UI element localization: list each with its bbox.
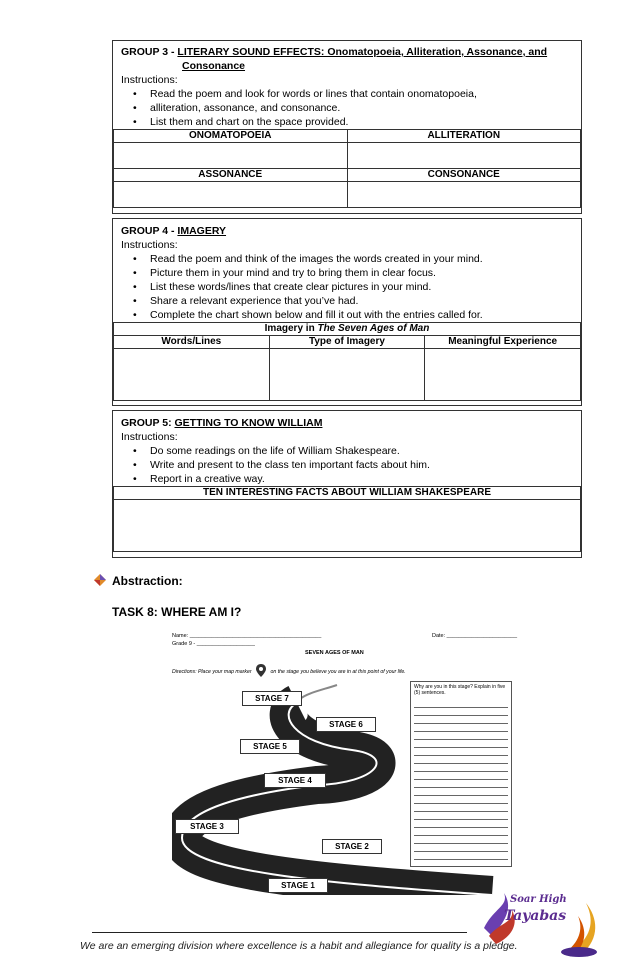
group4-title — [113, 224, 581, 238]
cell-consonance[interactable] — [347, 182, 581, 208]
stage-6-label[interactable]: STAGE 6 — [316, 717, 376, 732]
group3-box — [112, 40, 582, 214]
date-label: Date: _______________________ — [432, 633, 518, 639]
bullet-item: • Read the poem and look for words or lines that contain onomatopoeia, — [133, 87, 581, 101]
group3-instructions-label: Instructions: — [121, 74, 178, 86]
header-consonance: CONSONANCE — [347, 169, 581, 182]
bullet-item: • Complete the chart shown below and fill it out with the entries called for. — [133, 308, 581, 322]
facts-table-title: TEN INTERESTING FACTS ABOUT WILLIAM SHAKESPEARE — [114, 487, 581, 500]
name-label: Name: ___________________________________________ — [172, 633, 322, 639]
group3-bullets — [133, 87, 581, 129]
group5-box — [112, 410, 582, 558]
header-alliteration: ALLITERATION — [347, 130, 581, 143]
header-onomatopoeia: ONOMATOPOEIA — [114, 130, 348, 143]
explanation-box[interactable] — [410, 681, 512, 867]
logo-line1: Soar High — [510, 894, 567, 905]
imagery-title-prefix: Imagery in — [264, 323, 318, 334]
bullet-item: • List them and chart on the space provided. — [133, 115, 581, 129]
footer-rule — [92, 932, 467, 933]
group4-instructions-label: Instructions: — [121, 239, 178, 251]
bullet-item-continued: • alliteration, assonance, and consonance. — [133, 101, 581, 115]
cell-meaningful-experience[interactable] — [425, 349, 581, 401]
stage-7-label[interactable]: STAGE 7 — [242, 691, 302, 706]
cell-words-lines[interactable] — [114, 349, 270, 401]
stage-2-label[interactable]: STAGE 2 — [322, 839, 382, 854]
group5-title-text: GETTING TO KNOW WILLIAM — [174, 417, 323, 429]
group5-instructions-label: Instructions: — [121, 431, 178, 443]
bullet-item: • Share a relevant experience that you’ve had. — [133, 294, 581, 308]
stage-4-label[interactable]: STAGE 4 — [264, 773, 326, 788]
directions-before: Directions: Place your map marker — [172, 669, 252, 675]
cell-facts[interactable] — [114, 500, 581, 552]
directions-after: on the stage you believe you are in at this point of your life. — [270, 669, 406, 675]
group5-label: GROUP 5: — [121, 417, 175, 429]
group3-title-line2: Consonance — [182, 60, 246, 72]
bullet-item: • Picture them in your mind and try to bring them in clear focus. — [133, 266, 581, 280]
bullet-item: • Report in a creative way. — [133, 472, 581, 486]
abstraction-heading-text: Abstraction: — [112, 574, 183, 588]
group4-label: GROUP 4 - — [121, 225, 178, 237]
bullet-item: • Read the poem and think of the images the words created in your mind. — [133, 252, 581, 266]
bullet-item: • Do some readings on the life of William Shakespeare. — [133, 444, 581, 458]
sheet-title: SEVEN AGES OF MAN — [305, 650, 364, 656]
group4-title-text: IMAGERY — [177, 225, 227, 237]
header-assonance: ASSONANCE — [114, 169, 348, 182]
cell-assonance[interactable] — [114, 182, 348, 208]
cell-onomatopoeia[interactable] — [114, 143, 348, 169]
stage-3-label[interactable]: STAGE 3 — [175, 819, 239, 834]
imagery-table — [113, 322, 581, 401]
group5-title — [113, 416, 581, 430]
col-type-of-imagery: Type of Imagery — [269, 336, 425, 349]
task8-title: TASK 8: WHERE AM I? — [112, 605, 242, 619]
imagery-title-italic: The Seven Ages of Man — [317, 323, 430, 334]
group4-bullets — [133, 252, 581, 322]
group3-title — [113, 45, 581, 59]
bullet-item: • List these words/lines that create clear pictures in your mind. — [133, 280, 581, 294]
group3-label: GROUP 3 - — [121, 46, 178, 58]
worksheet-image — [172, 633, 517, 895]
group4-box — [112, 218, 582, 406]
group5-bullets — [133, 444, 581, 486]
stage-5-label[interactable]: STAGE 5 — [240, 739, 300, 754]
abstraction-heading — [94, 574, 183, 588]
group3-title-line1: LITERARY SOUND EFFECTS: Onomatopoeia, Alliteration, Assonance, and — [177, 46, 548, 58]
cell-alliteration[interactable] — [347, 143, 581, 169]
col-meaningful-experience: Meaningful Experience — [425, 336, 581, 349]
bullet-item: • Write and present to the class ten important facts about him. — [133, 458, 581, 472]
cell-type-of-imagery[interactable] — [269, 349, 425, 401]
grade-label: Grade 9 - ___________________ — [172, 641, 255, 647]
logo-line2: Tayabas — [504, 908, 567, 924]
sound-effects-table — [113, 129, 581, 208]
shakespeare-facts-table — [113, 486, 581, 552]
stage-1-label[interactable]: STAGE 1 — [268, 878, 328, 893]
col-words-lines: Words/Lines — [114, 336, 270, 349]
writing-lines — [414, 700, 508, 865]
footer-motto: We are an emerging division where excellence is a habit and allegiance for quality is a pledge. — [80, 940, 518, 952]
diamond-bullet-icon — [94, 574, 106, 586]
explanation-prompt: Why are you in this stage? Explain in five (5) sentences. — [414, 684, 506, 696]
imagery-table-title — [114, 323, 581, 336]
